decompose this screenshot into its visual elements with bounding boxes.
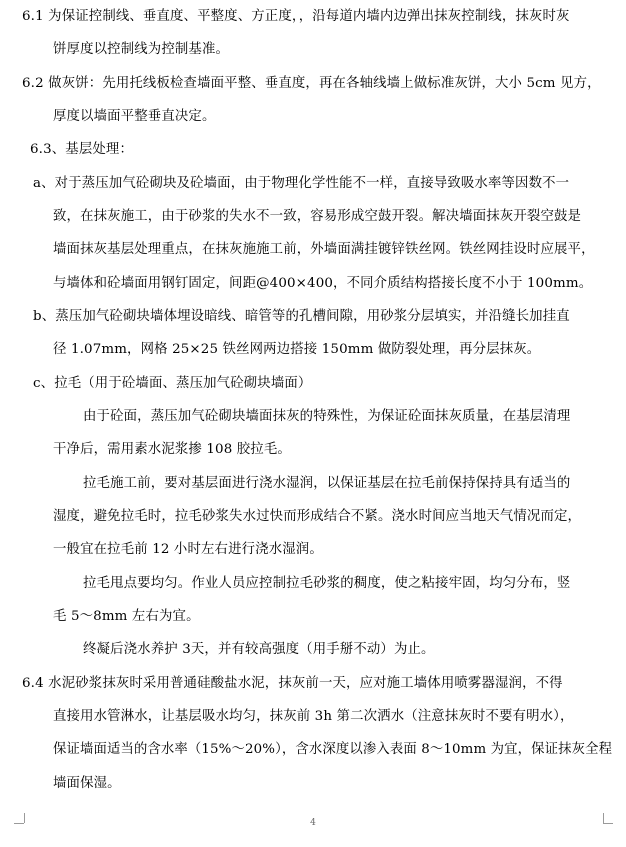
text-line-6-2-a: 6.2 做灰饼：先用托线板检查墙面平整、垂直度，再在各轴线墙上做标准灰饼，大小 5cm 见方， bbox=[22, 76, 601, 91]
text-line-c-7: 毛 5～8mm 左右为宜。 bbox=[53, 609, 200, 624]
text-line-6-1-a: 6.1 为保证控制线、垂直度、平整度、方正度，，沿每道内墙内边弹出抹灰控制线，抹灰时灰 bbox=[22, 9, 570, 24]
text-line-c-5: 一般宜在拉毛前 12 小时左右进行浇水湿润。 bbox=[53, 542, 323, 557]
text-line-c-4: 湿度，避免拉毛时，拉毛砂浆失水过快而形成结合不紧。浇水时间应当地天气情况而定， bbox=[53, 509, 582, 524]
text-line-c-heading: c、拉毛（用于砼墙面、蒸压加气砼砌块墙面） bbox=[33, 376, 312, 391]
text-line-c-1: 由于砼面，蒸压加气砼砌块墙面抹灰的特殊性，为保证砼面抹灰质量，在基层清理 bbox=[83, 409, 571, 424]
text-line-6-1-b: 饼厚度以控制线为控制基准。 bbox=[53, 42, 230, 57]
page-number: 4 bbox=[310, 818, 316, 828]
text-line-a-3: 墙面抹灰基层处理重点，在抹灰施施工前，外墙面满挂镀锌铁丝网。铁丝网挂设时应展平， bbox=[53, 242, 595, 257]
text-line-6-3-heading: 6.3、基层处理： bbox=[30, 142, 133, 157]
text-line-a-2: 致，在抹灰施工，由于砂浆的失水不一致，容易形成空鼓开裂。解决墙面抹灰开裂空鼓是 bbox=[53, 209, 582, 224]
text-line-b-2: 径 1.07mm，网格 25×25 铁丝网两边搭接 150mm 做防裂处理，再分层抹灰。 bbox=[53, 342, 541, 357]
text-line-b-1: b、蒸压加气砼砌块墙体埋设暗线、暗管等的孔槽间隙，用砂浆分层填实，并沿缝长加挂直 bbox=[33, 309, 570, 324]
text-line-c-6: 拉毛甩点要均匀。作业人员应控制拉毛砂浆的稠度，使之粘接牢固，均匀分布，竖 bbox=[83, 576, 571, 591]
text-line-6-4-c: 保证墙面适当的含水率（15%～20%），含水深度以渗入表面 8～10mm 为宜，保证抹灰全程 bbox=[53, 742, 613, 757]
text-line-6-4-a: 6.4 水泥砂浆抹灰时采用普通硅酸盐水泥，抹灰前一天，应对施工墙体用喷雾器湿润，不得 bbox=[22, 676, 563, 691]
text-line-c-2: 干净后，需用素水泥浆掺 108 胶拉毛。 bbox=[53, 442, 291, 457]
text-line-c-8: 终凝后浇水养护 3天，并有较高强度（用手掰不动）为止。 bbox=[83, 642, 435, 657]
text-line-6-2-b: 厚度以墙面平整垂直决定。 bbox=[53, 109, 216, 124]
text-line-c-3: 拉毛施工前，要对基层面进行浇水湿润，以保证基层在拉毛前保持保持具有适当的 bbox=[83, 476, 571, 491]
text-line-6-4-b: 直接用水管淋水，让基层吸水均匀，抹灰前 3h 第二次洒水（注意抹灰时不要有明水）， bbox=[53, 709, 574, 724]
text-line-a-4: 与墙体和砼墙面用钢钉固定，间距@400×400，不同介质结构搭接长度不小于 100mm。 bbox=[53, 276, 593, 291]
text-line-6-4-d: 墙面保湿。 bbox=[53, 776, 121, 791]
text-line-a-1: a、对于蒸压加气砼砌块及砼墙面，由于物理化学性能不一样，直接导致吸水率等因数不一 bbox=[33, 176, 570, 191]
